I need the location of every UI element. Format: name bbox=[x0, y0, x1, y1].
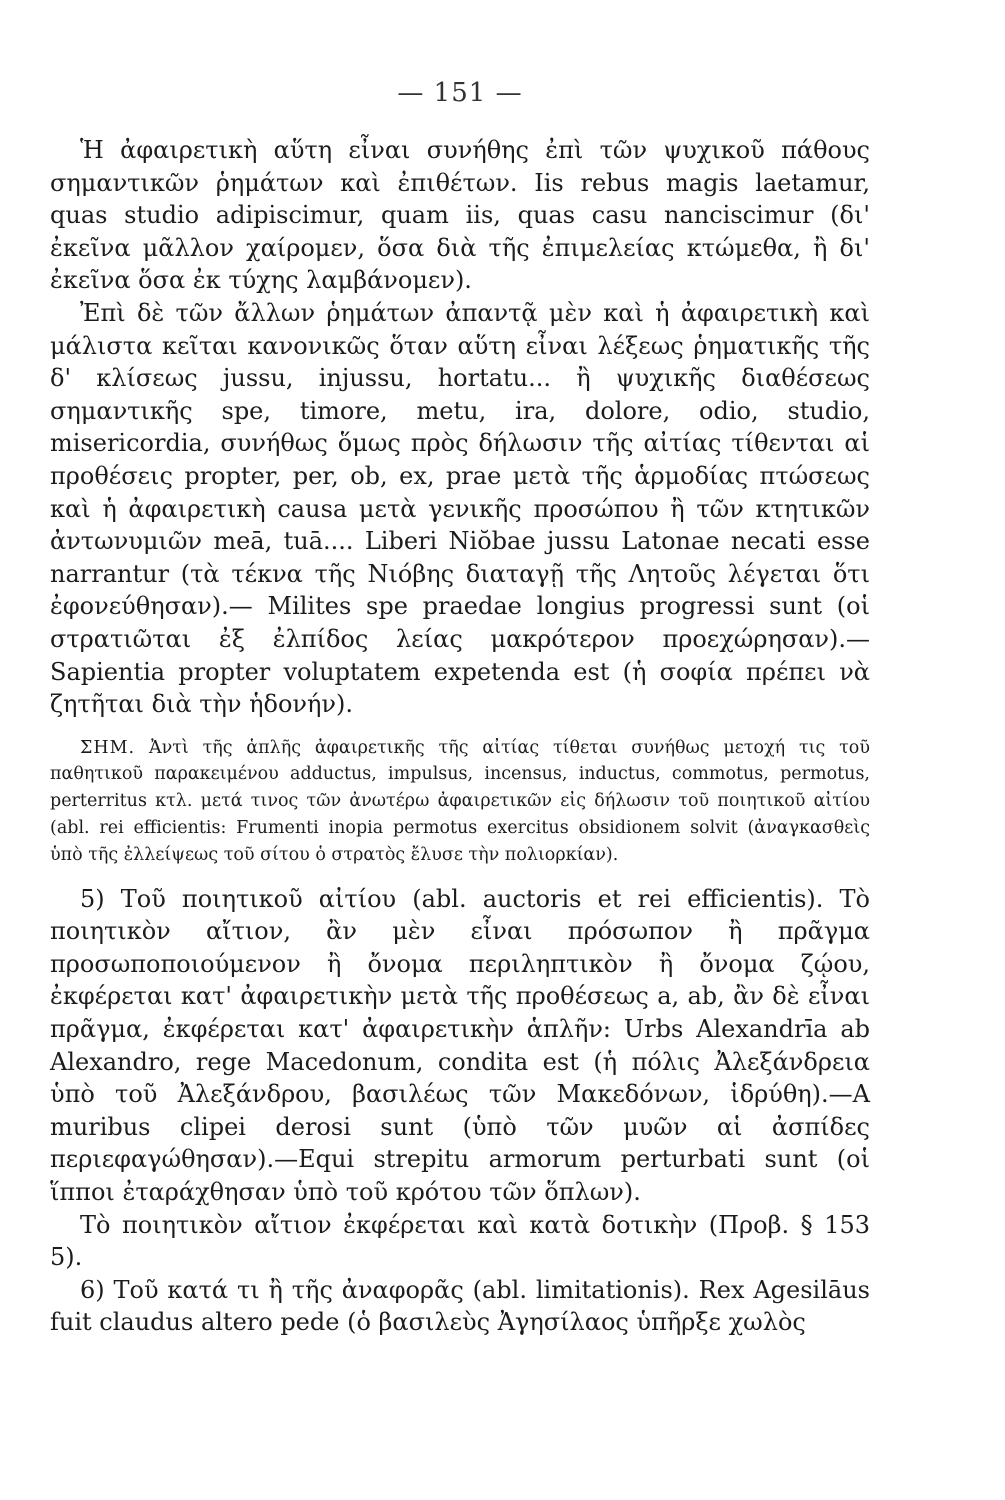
note-paragraph bbox=[50, 735, 870, 869]
page-number: — 151 — bbox=[397, 78, 523, 108]
paragraph-3: 5) Τοῦ ποιητικοῦ αἰτίου (abl. auctoris et rei efficientis). Τὸ ποιητικὸν αἴτιον, ἂν μὲν εἶναι πρόσωπον ἢ πρᾶγμα προσωποποιούμενον ἢ ὄνομα περιληπτικὸν ἢ ὄνομα ζῴου, ἐκφέρεται κατ' ἀφαιρετικὴν μετὰ τῆς προθέσεως a, ab, ἂν δὲ εἶναι πρᾶγμα, ἐκφέρεται κατ' ἀφαιρετικὴν ἁπλῆν: Urbs Alexandrīa ab Alexandro, rege Macedonum, condita est (ἡ πόλις Ἀλεξάνδρεια ὑπὸ τοῦ Ἀλεξάνδρου, βασιλέως τῶν Μακεδόνων, ἱδρύθη).—A muribus clipei derosi sunt (ὑπὸ τῶν μυῶν αἱ ἀσπίδες περιεφαγώθησαν).—Equi strepitu armorum perturbati sunt (οἱ ἵπποι ἐταράχθησαν ὑπὸ τοῦ κρότου τῶν ὅπλων). bbox=[50, 884, 870, 1207]
note-label: ΣΗΜ. bbox=[80, 737, 136, 758]
main-text-block bbox=[50, 134, 870, 721]
main-text-block-2 bbox=[50, 883, 870, 1339]
paragraph-1: Ἡ ἀφαιρετικὴ αὕτη εἶναι συνήθης ἐπὶ τῶν ψυχικοῦ πάθους σημαντικῶν ῥημάτων καὶ ἐπιθέτων. Iis rebus magis laetamur, quas studio adipiscimur, quam iis, quas casu nanciscimur (δι' ἐκεῖνα μᾶλλον χαίρομεν, ὅσα διὰ τῆς ἐπιμελείας κτώμεθα, ἢ δι' ἐκεῖνα ὅσα ἐκ τύχης λαμβάνομεν). bbox=[50, 136, 870, 295]
note-text: Ἀντὶ τῆς ἁπλῆς ἀφαιρετικῆς τῆς αἰτίας τίθεται συνήθως μετοχή τις τοῦ παθητικοῦ παρακειμένου adductus, impulsus, incensus, inductus, commotus, permotus, perterritus κτλ. μετά τινος τῶν ἀνωτέρω ἀφαιρετικῶν εἰς δήλωσιν τοῦ ποιητικοῦ αἰτίου (abl. rei efficientis: Frumenti inopia permotus exercitus obsidionem solvit (ἀναγκασθεὶς ὑπὸ τῆς ἐλλείψεως τοῦ σίτου ὁ στρατὸς ἔλυσε τὴν πολιορκίαν). bbox=[50, 737, 870, 865]
paragraph-5: 6) Τοῦ κατά τι ἢ τῆς ἀναφορᾶς (abl. limitationis). Rex Agesilāus fuit claudus altero pede (ὁ βασιλεὺς Ἀγησίλαος ὑπῆρξε χωλὸς bbox=[50, 1275, 870, 1337]
paragraph-4: Τὸ ποιητικὸν αἴτιον ἐκφέρεται καὶ κατὰ δοτικὴν (Προβ. § 153 5). bbox=[50, 1210, 870, 1272]
book-page bbox=[50, 78, 870, 1339]
paragraph-2: Ἐπὶ δὲ τῶν ἄλλων ῥημάτων ἀπαντᾷ μὲν καὶ ἡ ἀφαιρετικὴ καὶ μάλιστα κεῖται κανονικῶς ὅταν αὕτη εἶναι λέξεως ῥηματικῆς τῆς δ' κλίσεως jussu, injussu, hortatu... ἢ ψυχικῆς διαθέσεως σημαντικῆς spe, timore, metu, ira, dolore, odio, studio, misericordia, συνήθως ὅμως πρὸς δήλωσιν τῆς αἰτίας τίθενται αἱ προθέσεις propter, per, ob, ex, prae μετὰ τῆς ἁρμοδίας πτώσεως καὶ ἡ ἀφαιρετικὴ causa μετὰ γενικῆς προσώπου ἢ τῶν κτητικῶν ἀντωνυμιῶν meā, tuā.... Liberi Niŏbae jussu Latonae necati esse narrantur (τὰ τέκνα τῆς Νιόβης διαταγῇ τῆς Λητοῦς λέγεται ὅτι ἐφονεύθησαν).— Milites spe praedae longius progressi sunt (οἱ στρατιῶται ἐξ ἐλπίδος λείας μακρότερον προεχώρησαν).—Sapientia propter voluptatem expetenda est (ἡ σοφία πρέπει νὰ ζητῆται διὰ τὴν ἡδονήν). bbox=[50, 298, 870, 719]
footnote-remark bbox=[50, 735, 870, 869]
